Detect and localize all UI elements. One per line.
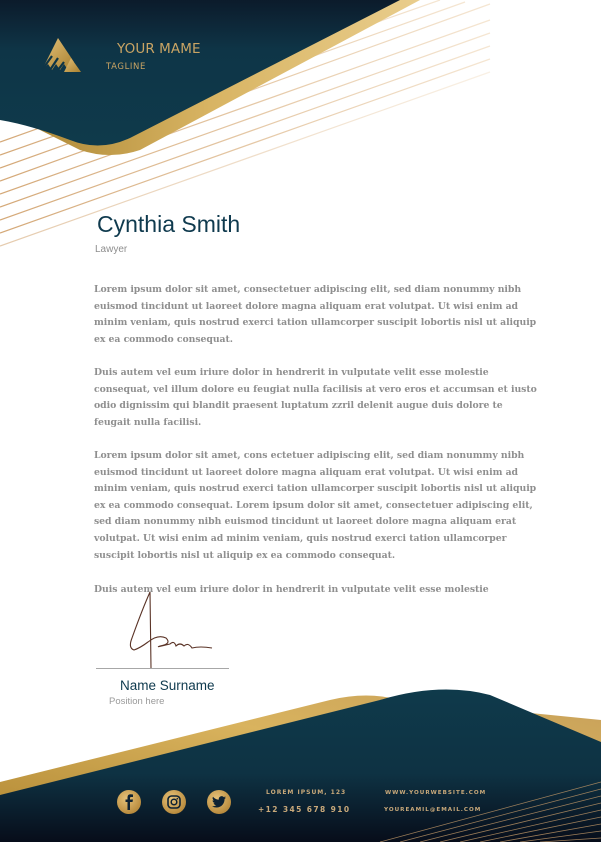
body-paragraph: Duis autem vel eum iriure dolor in hendrerit in vulputate velit esse molestie consequat, vel illum dolore eu feugiat nulla facilisis at vero eros et accumsan et iusto odio dignissim qui blandit praesent luptatum zzril delenit augue duis dolore te feugait nulla facilisi. [94, 367, 537, 428]
facebook-icon [122, 794, 136, 810]
footer-phone: +12 345 678 910 [258, 805, 351, 814]
body-paragraph: Lorem ipsum dolor sit amet, consectetuer adipiscing elit, sed diam nonummy nibh euismod tincidunt ut laoreet dolore magna aliquam erat volutpat. Ut wisi enim ad minim veniam, quis nostrud exerci tation ullamcorper suscipit lobortis nisl ut aliquip ex ea commodo consequat. [94, 284, 537, 345]
signer-name: Name Surname [120, 678, 215, 693]
signer-position: Position here [109, 696, 165, 707]
brand-tagline: TAGLINE [106, 62, 146, 72]
footer-website[interactable]: WWW.YOURWEBSITE.COM [385, 790, 487, 796]
signature-line [96, 668, 229, 669]
sender-name: Cynthia Smith [97, 211, 241, 237]
sender-title: Lawyer [95, 244, 128, 255]
footer-email[interactable]: YOUREAMIL@EMAIL.COM [384, 807, 482, 813]
mountain-logo-icon [38, 36, 82, 72]
body-paragraph: Lorem ipsum dolor sit amet, cons ectetuer adipiscing elit, sed diam nonummy nibh euismod tincidunt ut laoreet dolore magna aliquam erat volutpat. Ut wisi enim ad minim veniam, quis nostrud exerci tation ullamcorper suscipit lobortis nisl ut aliquip ex ea commodo consequat. Lorem ipsum dolor sit amet, consectetuer adipiscing elit, sed diam nonummy nibh euismod tincidunt ut laoreet dolore magna aliquam erat volutpat. Ut wisi enim ad minim veniam, quis nostrud exerci tation ullamcorper suscipit lobortis nisl ut aliquip ex ea commodo consequat. [94, 450, 537, 561]
facebook-button[interactable] [117, 790, 141, 814]
handwritten-signature [110, 590, 220, 670]
brand-name: YOUR MAME [117, 41, 201, 57]
twitter-icon [212, 796, 226, 808]
footer-address: LOREM IPSUM, 123 [266, 789, 347, 796]
instagram-icon [167, 795, 181, 809]
instagram-button[interactable] [162, 790, 186, 814]
twitter-button[interactable] [207, 790, 231, 814]
body-paragraph: Duis autem vel eum iriure dolor in hendrerit in vulputate velit esse molestie [94, 584, 489, 595]
